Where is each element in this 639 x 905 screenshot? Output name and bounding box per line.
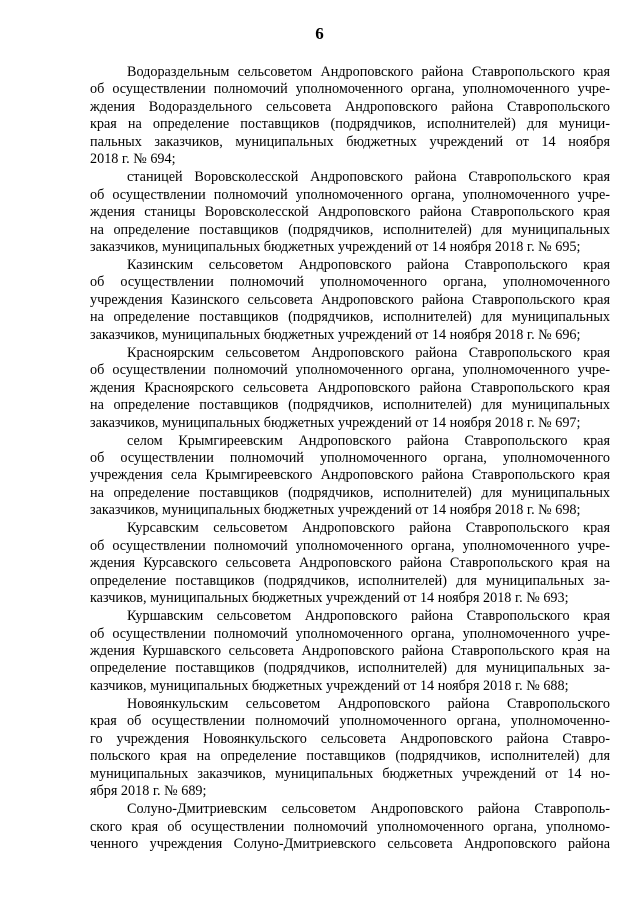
text-line: об осуществлении полномочий уполномоченного органа, уполномоченного xyxy=(90,450,610,466)
text-line: определение поставщиков (подрядчиков, исполнителей) для муниципальных за- xyxy=(90,660,610,677)
text-line: ждения Красноярского сельсовета Андроповского района Ставропольского края xyxy=(90,379,610,396)
paragraph xyxy=(90,801,610,853)
text-line: края об осуществлении полномочий уполномоченного органа, уполномоченно- xyxy=(90,713,610,730)
text-line: Новоянкульским сельсоветом Андроповского района Ставропольского xyxy=(127,695,610,712)
text-line: края на определение поставщиков (подрядчиков, исполнителей) для муници- xyxy=(90,116,610,133)
text-line: об осуществлении полномочий уполномоченного органа, уполномоченного учре- xyxy=(90,186,610,203)
text-line: об осуществлении полномочий уполномоченного органа, уполномоченного учре- xyxy=(90,81,610,98)
paragraph xyxy=(90,169,610,256)
text-line: станицей Воровсколесской Андроповского района Ставропольского края xyxy=(127,169,610,186)
text-line: муниципальных заказчиков, муниципальных бюджетных учреждений от 14 но- xyxy=(90,765,610,782)
text-line: ждения станицы Воровсколесской Андроповского района Ставропольского края xyxy=(90,204,610,221)
text-line: учреждения Казинского сельсовета Андроповского района Ставропольского края xyxy=(90,291,610,308)
text-line: ждения Курсавского сельсовета Андроповского района Ставропольского края на xyxy=(90,555,610,572)
paragraph xyxy=(90,520,610,607)
text-line: пальных заказчиков, муниципальных бюджетных учреждений от 14 ноября xyxy=(90,133,610,150)
text-line: учреждения села Крымгиреевского Андроповского района Ставропольского края xyxy=(90,467,610,484)
text-line: заказчиков, муниципальных бюджетных учреждений от 14 ноября 2018 г. № 697; xyxy=(90,414,581,431)
text-line: на определение поставщиков (подрядчиков, исполнителей) для муниципальных xyxy=(90,309,610,326)
text-line: Водораздельным сельсоветом Андроповского района Ставропольского края xyxy=(127,64,610,80)
text-line: Курсавским сельсоветом Андроповского района Ставропольского края xyxy=(127,520,610,537)
text-line: определение поставщиков (подрядчиков, исполнителей) для муниципальных за- xyxy=(90,572,610,589)
text-line: ября 2018 г. № 689; xyxy=(90,783,207,800)
text-line: на определение поставщиков (подрядчиков, исполнителей) для муниципальных xyxy=(90,484,610,501)
paragraph xyxy=(90,696,610,801)
text-line: го учреждения Новоянкульского сельсовета Андроповского района Ставро- xyxy=(90,730,610,747)
paragraph xyxy=(90,433,610,520)
text-line: казчиков, муниципальных бюджетных учреждений от 14 ноября 2018 г. № 693; xyxy=(90,590,569,607)
text-line: Солуно-Дмитриевским сельсоветом Андроповского района Ставрополь- xyxy=(127,801,610,818)
text-line: на определение поставщиков (подрядчиков, исполнителей) для муниципальных xyxy=(90,397,610,414)
text-line: заказчиков, муниципальных бюджетных учреждений от 14 ноября 2018 г. № 696; xyxy=(90,326,581,343)
text-line: Красноярским сельсоветом Андроповского района Ставропольского края xyxy=(127,344,610,361)
text-line: польского края на определение поставщиков (подрядчиков, исполнителей) для xyxy=(90,748,610,765)
text-line: заказчиков, муниципальных бюджетных учреждений от 14 ноября 2018 г. № 695; xyxy=(90,238,581,255)
text-line: 2018 г. № 694; xyxy=(90,151,176,168)
paragraph xyxy=(90,345,610,432)
document-body xyxy=(90,64,610,854)
text-line: об осуществлении полномочий уполномоченного органа, уполномоченного учре- xyxy=(90,362,610,379)
text-line: селом Крымгиреевским Андроповского района Ставропольского края xyxy=(127,432,610,449)
text-line: ского края об осуществлении полномочий уполномоченного органа, уполномо- xyxy=(90,818,610,835)
text-line: ченного учреждения Солуно-Дмитриевского сельсовета Андроповского района xyxy=(90,836,610,852)
text-line: ждения Водораздельного сельсовета Андроповского района Ставропольского xyxy=(90,98,610,115)
text-line: казчиков, муниципальных бюджетных учреждений от 14 ноября 2018 г. № 688; xyxy=(90,677,569,694)
text-line: Куршавским сельсоветом Андроповского района Ставропольского края xyxy=(127,608,610,625)
text-line: об осуществлении полномочий уполномоченного органа, уполномоченного xyxy=(90,274,610,291)
text-line: об осуществлении полномочий уполномоченного органа, уполномоченного учре- xyxy=(90,537,610,554)
text-line: на определение поставщиков (подрядчиков, исполнителей) для муниципальных xyxy=(90,221,610,238)
text-line: об осуществлении полномочий уполномоченного органа, уполномоченного учре- xyxy=(90,625,610,642)
text-line: ждения Куршавского сельсовета Андроповского района Ставропольского края на xyxy=(90,643,610,659)
page-number: 6 xyxy=(315,24,324,43)
paragraph xyxy=(90,257,610,344)
text-line: заказчиков, муниципальных бюджетных учреждений от 14 ноября 2018 г. № 698; xyxy=(90,502,581,519)
text-line: Казинским сельсоветом Андроповского района Ставропольского края xyxy=(127,257,610,273)
paragraph xyxy=(90,608,610,695)
paragraph xyxy=(90,64,610,169)
